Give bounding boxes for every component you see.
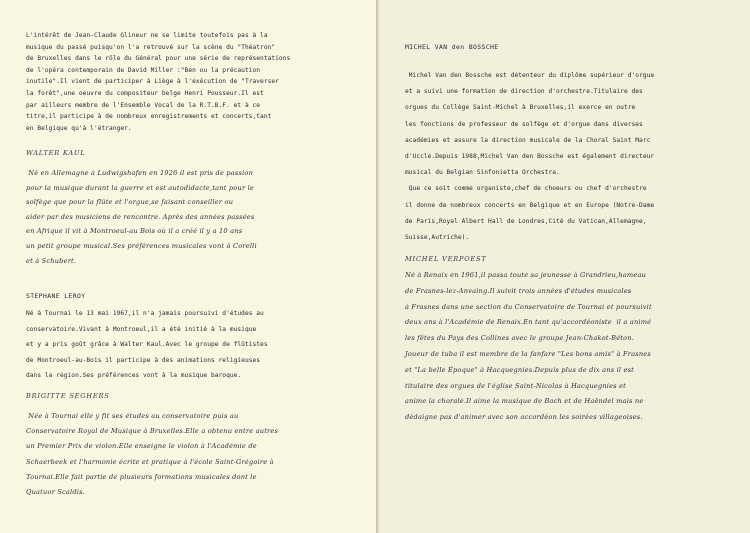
text-line: anime la chorale.Il aime la musique de Bach et de Haëndel mais ne bbox=[405, 397, 644, 406]
text-line: de l'opéra contemporain de David Miller :"Ben ou la précaution bbox=[26, 66, 261, 74]
walter-kaul-paragraph bbox=[26, 166, 366, 268]
text-line: deux ans à l'Académie de Renaix.En tant qu'accordéoniste il a animé bbox=[405, 318, 652, 327]
michel-verpoest-paragraph bbox=[405, 268, 740, 426]
text-line: la forêt",une oeuvre du compositeur belge Henri Pousseur.Il est bbox=[26, 89, 264, 97]
text-line: en Afrique il vit à Montroeul-au Bois où il a créé il y a 10 ans bbox=[26, 227, 243, 236]
text-line: inutile".Il vient de participer à Liège à l'exécution de "Traverser bbox=[26, 78, 279, 86]
text-line: musique du passé puisqu'on l'a retrouvé sur la scène du "Théatron" bbox=[26, 43, 276, 51]
text-line: Quatuor Scaldis. bbox=[26, 488, 85, 497]
text-line: Né à Tournai le 13 mai 1967,il n'a jamais poursuivi d'études au bbox=[26, 310, 264, 317]
text-line: et a suivi une formation de direction d'orchestre.Titulaire des bbox=[405, 88, 643, 96]
brigitte-seghers-paragraph bbox=[26, 409, 366, 500]
text-line: de Montroeul-au-Bois il participe à des animations religieuses bbox=[26, 356, 261, 364]
text-line: titulaire des orgues de l'église Saint-Nicolas à Hacquegnies et bbox=[405, 381, 627, 390]
text-line: académies et assure la direction musicale de la Choral Saint Marc bbox=[405, 136, 651, 144]
text-line: aider par des musiciens de rencontre. Après des années passées bbox=[26, 212, 255, 221]
section-heading-michel-van-den-bossche: MICHEL VAN den BOSSCHE bbox=[405, 43, 499, 51]
michel-van-den-bossche-paragraph bbox=[405, 68, 740, 246]
text-line: musical du Belgian Sinfonietta Orchestra. bbox=[405, 169, 560, 177]
stephane-leroy-paragraph bbox=[26, 306, 366, 384]
text-line: un petit groupe musical.Ses préférences musicales vont à Corelli bbox=[26, 241, 257, 250]
text-line: de Paris,Royal Albert Hall de Londres,Cité du Vatican,Allemagne, bbox=[405, 217, 647, 225]
section-heading-stephane-leroy: STEPHANE LEROY bbox=[26, 292, 86, 300]
text-line: dédaigne pas d'animer avec son accordéon les soirées villageoises. bbox=[405, 413, 643, 422]
text-line: Tournai.Elle fait partie de plusieurs formations musicales dont le bbox=[26, 472, 257, 481]
text-line: d'Uccle.Depuis 1988,Michel Van den Bossche est également directeur bbox=[405, 153, 655, 161]
text-line: il donne de nombreux concerts en Belgique et en Europe (Notre-Dame bbox=[405, 201, 655, 209]
text-line: en Belgique qu'à l'étranger. bbox=[26, 124, 132, 132]
text-line: par ailleurs membre de l'Ensemble Vocal de la R.T.B.F. et à ce bbox=[26, 101, 261, 109]
text-line: conservatoire.Vivant à Montroeul,il a été initié à la musique bbox=[26, 325, 257, 333]
text-line: Suisse,Autriche). bbox=[405, 234, 470, 242]
text-line: et "La belle Époque" à Hacquegnies.Depuis plus de dix ans il est bbox=[405, 365, 635, 374]
text-line: Née à Tournai elle y fit ses études au conservatoire puis au bbox=[26, 412, 239, 420]
glineur-paragraph bbox=[26, 30, 366, 134]
text-line: pour la musique durant la guerre et est autodidacte,tant pour le bbox=[26, 183, 254, 192]
text-line: et à Schubert. bbox=[26, 256, 77, 265]
text-line: titre,il participe à de nombreux enregistrements et concerts,tant bbox=[26, 113, 272, 121]
section-heading-michel-verpoest: MICHEL VERPOEST bbox=[405, 255, 487, 263]
text-line: à Frasnes dans une section du Conservatoire de Tournai et poursuivit bbox=[405, 302, 652, 311]
text-line: un Premier Prix de violon.Elle enseigne le violon à l'Académie de bbox=[26, 442, 257, 451]
text-line: et y a pris goût grâce à Walter Kaul.Avec le groupe de flûtistes bbox=[26, 341, 268, 349]
text-line: de Bruxelles dans le rôle du Général pour une série de représentations bbox=[26, 55, 291, 63]
text-line: solfège que pour la flûte et l'orgue,se faisant conseiller ou bbox=[26, 198, 234, 207]
text-line: Que ce soit comme organiste,chef de choeurs ou chef d'orchestre bbox=[405, 185, 647, 193]
text-line: L'intérêt de Jean-Claude Glineur ne se limite toutefois pas à la bbox=[26, 32, 268, 39]
section-heading-walter-kaul: WALTER KAUL bbox=[26, 149, 86, 157]
text-line: Michel Van den Bossche est détenteur du diplôme supérieur d'orgue bbox=[405, 72, 655, 79]
text-line: les fêtes du Pays des Collines avec le groupe Jean-Chakot-Béton. bbox=[405, 334, 635, 343]
text-line: Schaerbeek et l'harmonie écrite et pratique à l'école Saint-Grégoire à bbox=[26, 457, 274, 466]
text-line: Joueur de tuba il est membre de la fanfare "Les bons amis" à Frasnes bbox=[405, 349, 651, 358]
text-line: de Frasnes-lez-Anvaing.Il suivit trois années d'études musicales bbox=[405, 286, 632, 295]
right-page bbox=[379, 0, 750, 533]
text-line: orgues du Collège Saint-Michel à Bruxelles,il exerce en outre bbox=[405, 104, 636, 112]
text-line: dans la région.Ses préférences vont à la musique baroque. bbox=[26, 372, 242, 380]
text-line: Né à Renaix en 1961,il passa toute sa jeunesse à Grandrieu,hameau bbox=[405, 271, 647, 279]
text-line: les fonctions de professeur de solfège et d'orgue dans diverses bbox=[405, 120, 643, 128]
text-line: Conservatoire Royal de Musique à Bruxelles.Elle a obtenu entre autres bbox=[26, 427, 279, 436]
section-heading-brigitte-seghers: BRIGITTE SEGHERS bbox=[26, 392, 110, 400]
text-line: Né en Allemagne à Ludwigshafen en 1926 il est pris de passion bbox=[26, 169, 254, 177]
